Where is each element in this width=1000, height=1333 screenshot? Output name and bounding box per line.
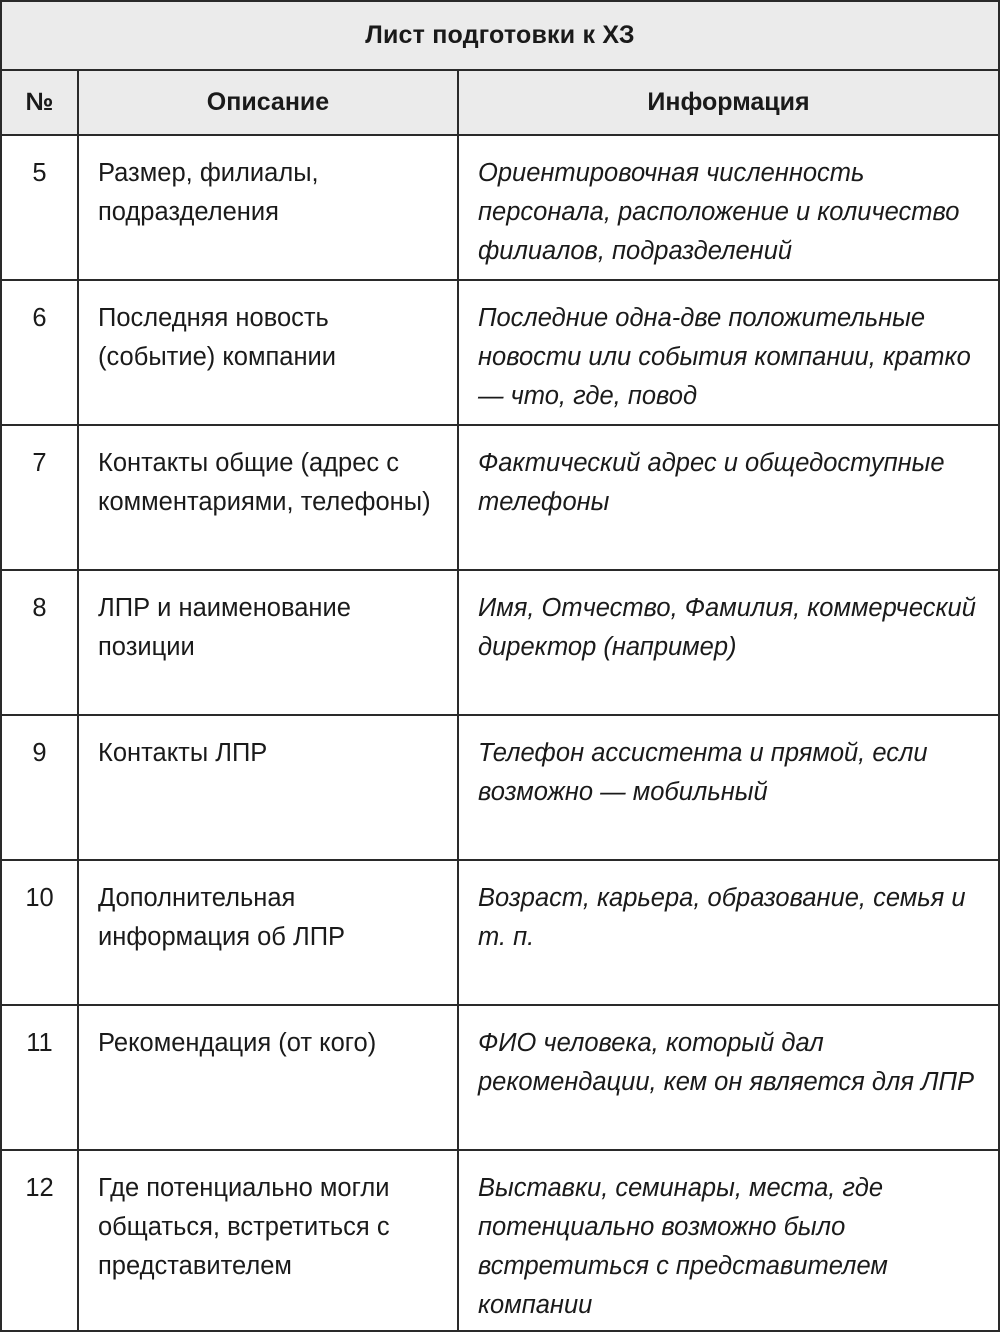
table-row xyxy=(2,861,998,1006)
table-row xyxy=(2,281,998,426)
row-information: Последние одна-две положительные новости или события компании, кратко — что, где, повод xyxy=(478,304,971,410)
table-row xyxy=(2,571,998,716)
header-information: Информация xyxy=(647,88,810,116)
table-row xyxy=(2,1006,998,1151)
row-number: 11 xyxy=(2,1006,79,1149)
row-information: Фактический адрес и общедоступные телефоны xyxy=(478,449,945,516)
table-row xyxy=(2,1151,998,1330)
table-row xyxy=(2,426,998,571)
row-description: Где потенциально могли общаться, встретиться с представителем xyxy=(79,1151,459,1330)
table-row xyxy=(2,716,998,861)
row-information: Телефон ассистента и прямой, если возможно — мобильный xyxy=(478,739,928,806)
row-information: Возраст, карьера, образование, семья и т. п. xyxy=(478,884,966,951)
header-description: Описание xyxy=(79,71,459,134)
row-information: Имя, Отчество, Фамилия, коммерческий директор (например) xyxy=(478,594,976,661)
row-number: 12 xyxy=(2,1151,79,1330)
table-title-row xyxy=(2,2,998,71)
row-description: Последняя новость (событие) компании xyxy=(79,281,459,424)
row-description: ЛПР и наименование позиции xyxy=(79,571,459,714)
table-title: Лист подготовки к ХЗ xyxy=(365,21,635,49)
row-description: Контакты общие (адрес с комментариями, телефоны) xyxy=(79,426,459,569)
table-header-row xyxy=(2,71,998,136)
row-number: 7 xyxy=(2,426,79,569)
row-description: Дополнительная информация об ЛПР xyxy=(79,861,459,1004)
header-number: № xyxy=(2,71,79,134)
row-number: 5 xyxy=(2,136,79,279)
table-row xyxy=(2,136,998,281)
row-number: 6 xyxy=(2,281,79,424)
row-number: 8 xyxy=(2,571,79,714)
row-information: ФИО человека, который дал рекомендации, кем он является для ЛПР xyxy=(478,1029,975,1096)
row-information: Выставки, семинары, места, где потенциально возможно было встретиться с представителем компании xyxy=(478,1174,888,1319)
row-description: Размер, филиалы, подразделения xyxy=(79,136,459,279)
row-number: 10 xyxy=(2,861,79,1004)
row-number: 9 xyxy=(2,716,79,859)
row-description: Рекомендация (от кого) xyxy=(79,1006,459,1149)
row-information: Ориентировочная численность персонала, расположение и количество филиалов, подразделений xyxy=(478,159,960,265)
row-description: Контакты ЛПР xyxy=(79,716,459,859)
